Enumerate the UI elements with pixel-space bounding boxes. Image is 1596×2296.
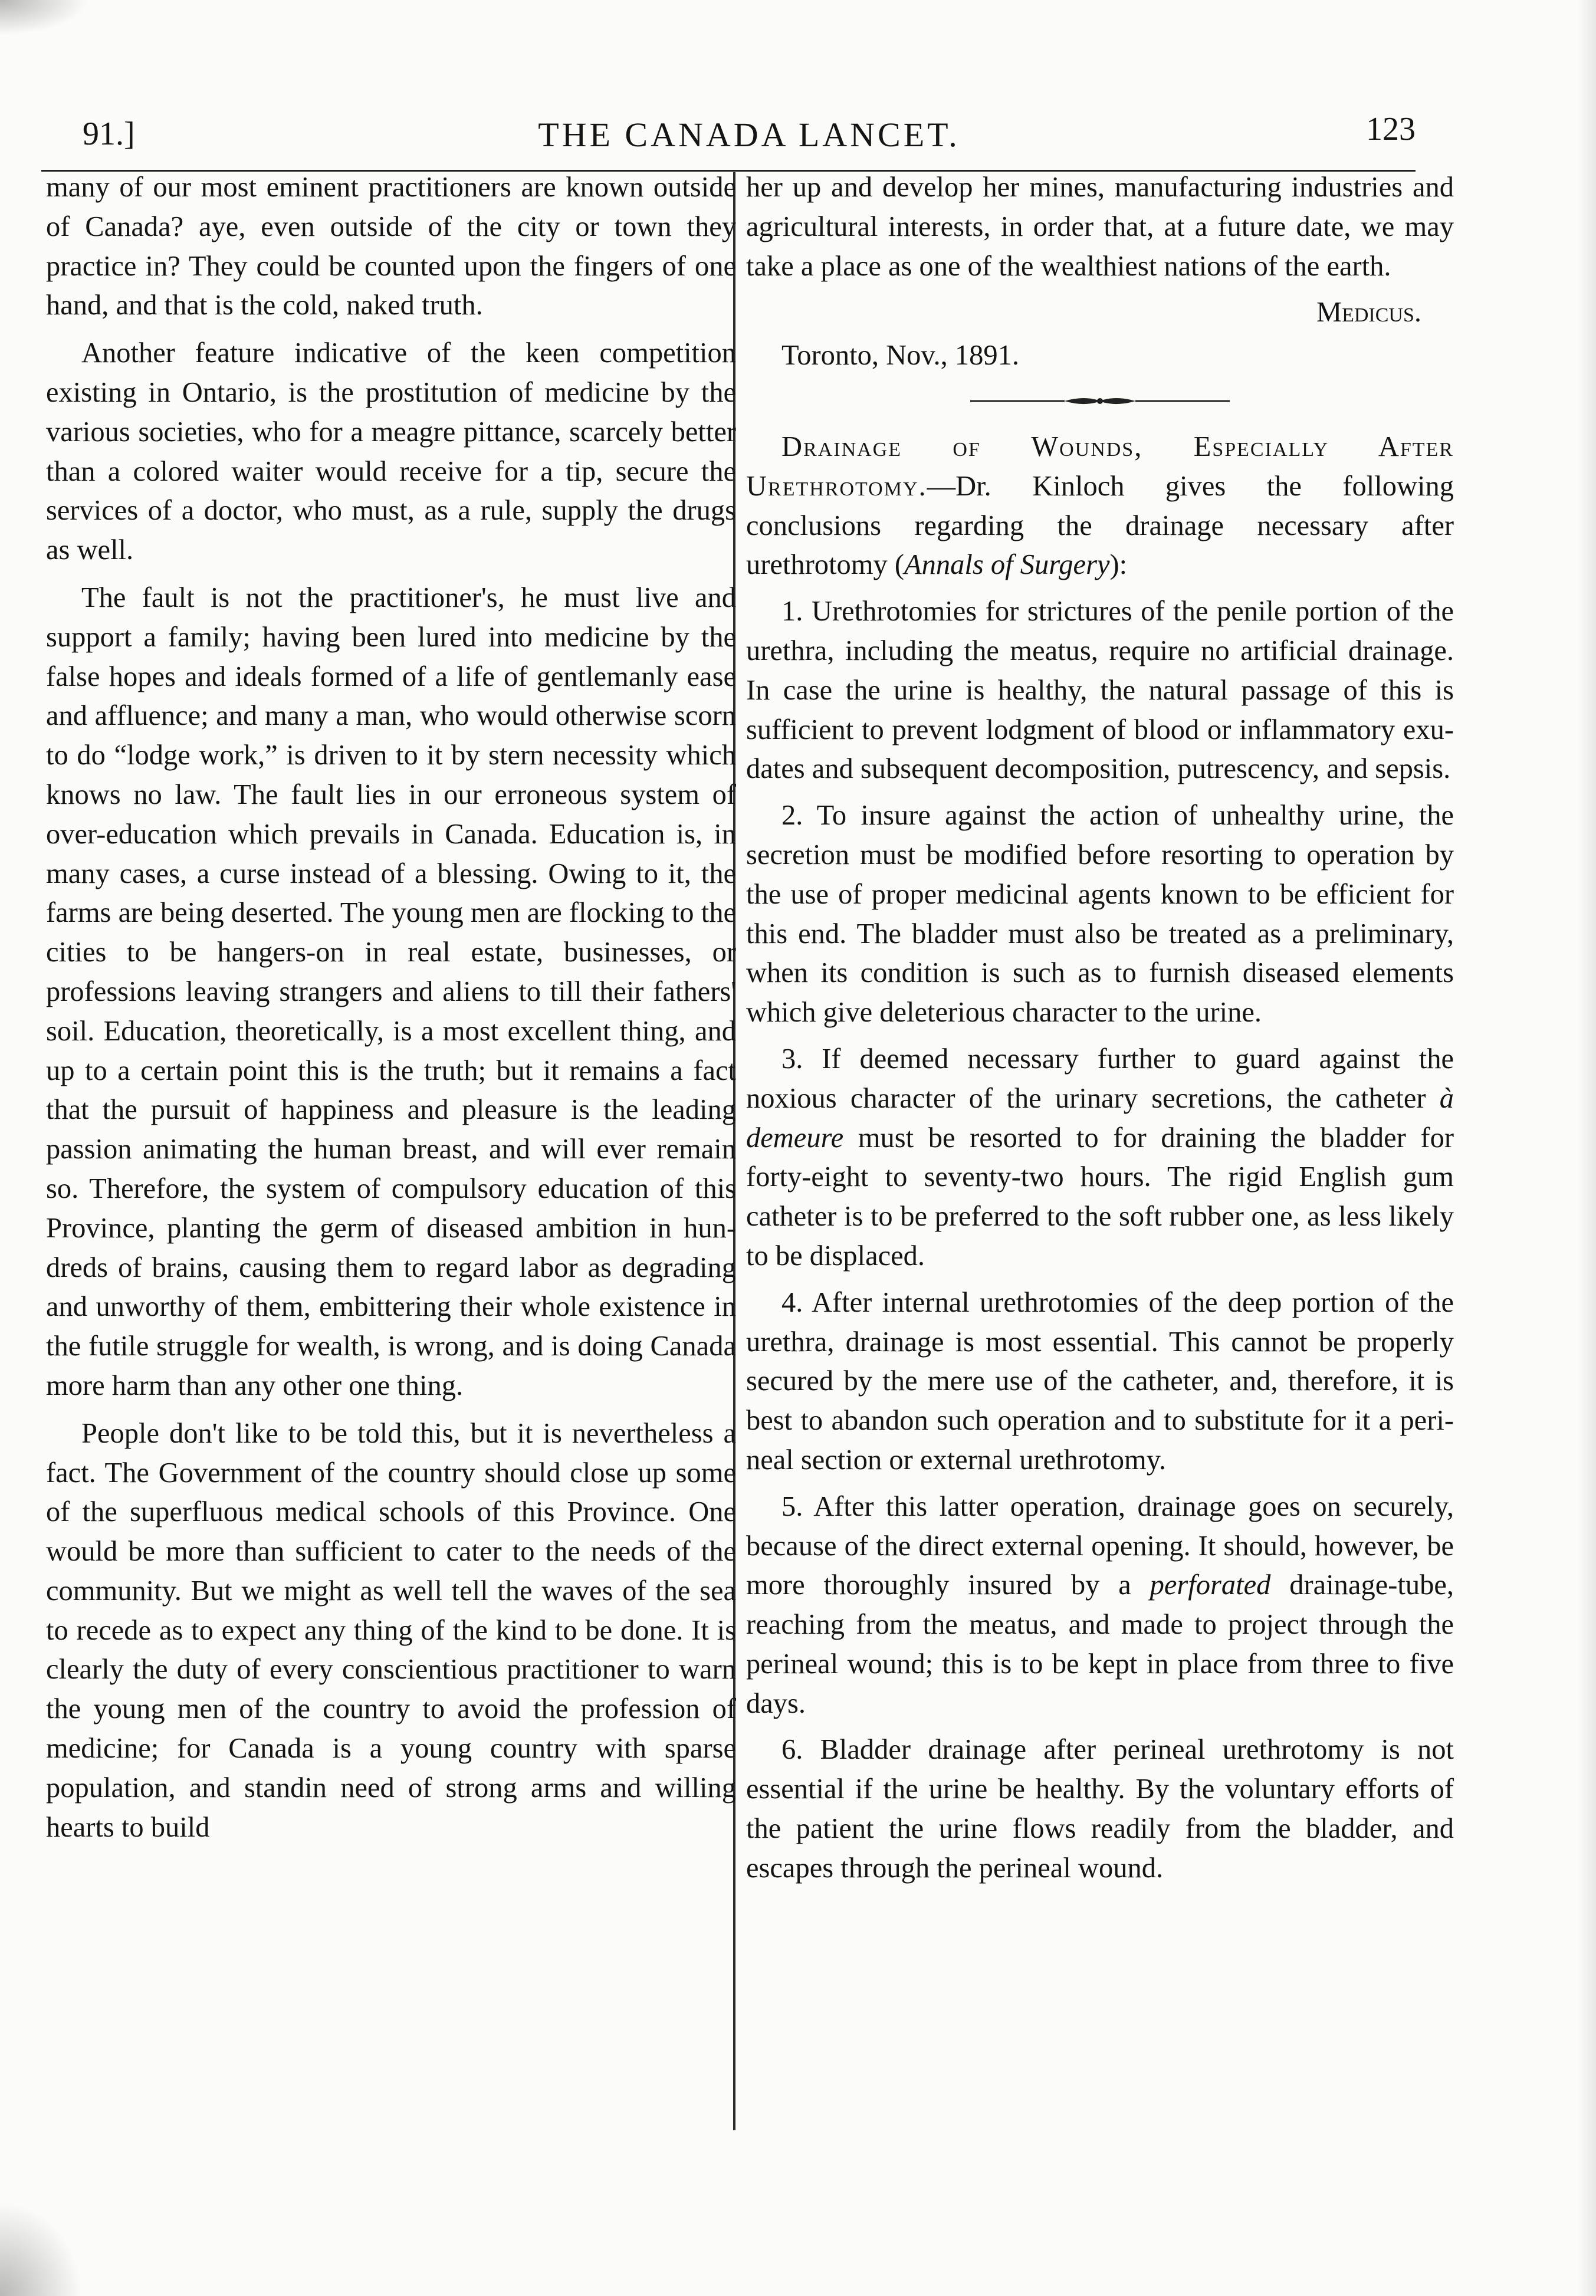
- article-intro: [746, 428, 1454, 585]
- item-3-text-b: must be resorted to for draining the bladder for forty-eight to seventy-two hours. The rigid English gum catheter is to be preferred to the soft rubber one, as less likely to be displaced.: [746, 1122, 1454, 1272]
- item-5-italic: perforated: [1150, 1569, 1271, 1601]
- item-5-text-b: drainage-tube, reaching from the meatus, and made to project through the perineal wound; this is to be kept in place from three to five days.: [746, 1569, 1454, 1719]
- article-heading: Drainage of Wounds, Especially After Urethrotomy.: [746, 431, 1454, 502]
- conclusion-item-6: 6. Bladder drainage after perineal urethrotomy is not essential if the urine be healthy. By the voluntary efforts of the patient the urine flows readily from the bladder, and escapes through the perineal wound.: [746, 1734, 1454, 1884]
- running-header: [83, 111, 1416, 162]
- folio-mark: 91.]: [83, 116, 135, 152]
- page-number: 123: [1366, 111, 1416, 147]
- page-scuff-top-left: [0, 0, 88, 35]
- page-scuff-bottom-left: [0, 2202, 83, 2296]
- section-ornament-rule: [970, 392, 1230, 410]
- conclusion-item-2: 2. To insure against the action of unhealthy urine, the secretion must be modified before resorting to operation by the use of proper medicinal agents known to be efficient for this end. The bladder must also be treated as a preliminary, when its condition is such as to furnish diseased elements which give deleterious character to the urine.: [746, 800, 1454, 1029]
- place-date-line: Toronto, Nov., 1891.: [781, 340, 1019, 372]
- page-edge-shadow: [1578, 0, 1596, 2296]
- left-paragraph-4: People don't like to be told this, but it is nevertheless a fact. The Government of the country should close up some of the superfluous medical schools of this Province. One would be more than sufficient to cater to the needs of the community. But we might as well tell the waves of the sea to recede as to expect any thing of the kind to be done. It is clearly the duty of every conscientious practitioner to warn the young men of the country to avoid the profession of medicine; for Canada is a young country with sparse population, and standin need of strong arms and willing hearts to build: [46, 1417, 736, 1843]
- item-3-text-a: 3. If deemed necessary further to guard against the noxious character of the urinary secretions, the catheter: [746, 1043, 1454, 1114]
- conclusion-item-4: 4. After internal urethrotomies of the deep portion of the urethra, drainage is most essential. This cannot be properly secured by the mere use of the catheter, and, therefore, it is best to abandon such operation and to substitute for it a perineal section or external urethrotomy.: [746, 1286, 1454, 1476]
- left-column: [46, 168, 736, 1847]
- item-5-text-a: 5. After this latter operation, drainage goes on securely, because of the direct external opening. It should, however, be more thoroughly insured by a: [746, 1490, 1454, 1601]
- right-column: [746, 168, 1454, 1888]
- article-source: Annals of Surgery: [904, 549, 1110, 581]
- conclusion-item-3: [746, 1040, 1454, 1276]
- right-paragraph-1: her up and develop her mines, manufacturing industries and agricultural interests, in order that, at a future date, we may take a place as one of the wealthiest nations of the earth.: [746, 172, 1454, 282]
- author-signature: Medicus.: [1316, 297, 1421, 329]
- journal-title: THE CANADA LANCET.: [538, 116, 960, 154]
- item-3-italic: à demeure: [746, 1082, 1454, 1154]
- article-intro-close: ):: [1109, 549, 1128, 581]
- conclusion-item-5: [746, 1487, 1454, 1724]
- left-paragraph-3: The fault is not the practitioner's, he must live and support a family; having been lured into medicine by the false hopes and ideals formed of a life of gentlemanly ease and affluence; and many a man, who would otherwise scorn to do “lodge work,” is driven to it by stern necessity which knows no law. The fault lies in our erroneous system of over-education which prevails in Canada. Education is, in many cases, a curse instead of a blessing. Owing to it, the farms are being deserted. The young men are flocking to the cities to be hangers-on in real estate, businesses, or professions leaving strangers and aliens to till their fathers' soil. Education, theoretically, is a most excellent thing, and up to a certain point this is the truth; but it remains a fact that the pursuit of happiness and pleasure is the leading passion animating the human breast, and will ever remain so. Therefore, the system of compulsory education of this Province, planting the germ of diseased ambition in hundreds of brains, causing them to regard labor as degrading and unworthy of them, embittering their whole existence in the futile struggle for wealth, is wrong, and is doing Canada more harm than any other one thing.: [46, 582, 736, 1401]
- article-intro-text: —Dr. Kinloch gives the following conclusions regarding the drainage necessary after urethrotomy (: [746, 470, 1454, 581]
- left-paragraph-2: Another feature indicative of the keen competition existing in Ontario, is the prostitution of medicine by the various societies, who for a meagre pittance, scarcely better than a colored waiter would receive for a tip, secure the services of a doctor, who must, as a rule, supply the drugs as well.: [46, 337, 736, 566]
- left-paragraph-1: many of our most eminent practitioners are known outside of Canada? aye, even outside of the city or town they practice in? They could be counted upon the fingers of one hand, and that is the cold, naked truth.: [46, 172, 736, 321]
- conclusion-item-1: 1. Urethrotomies for strictures of the penile portion of the urethra, including the meatus, require no artificial drainage. In case the urine is healthy, the natural passage of this is sufficient to prevent lodgment of blood or inflammatory exudates and subsequent decomposition, putrescency, and sepsis.: [746, 596, 1454, 785]
